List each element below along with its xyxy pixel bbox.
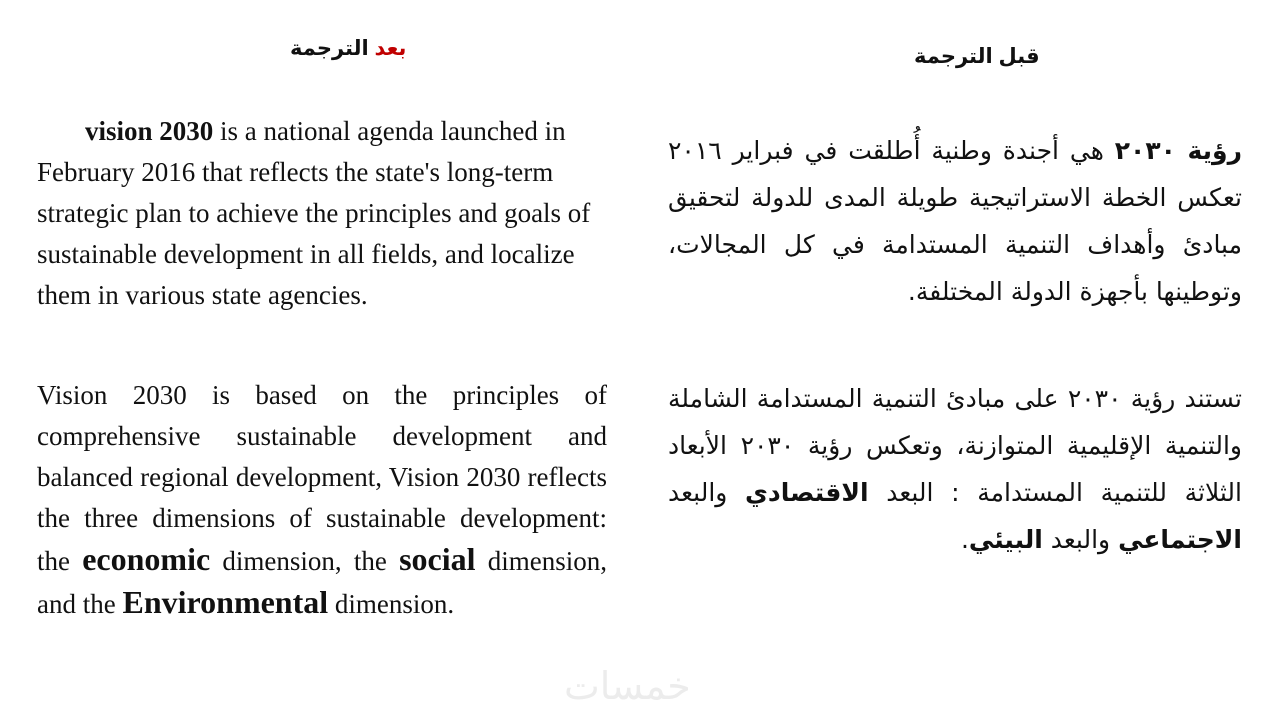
english-p2-start: Vision 2030 is based on the principles of comprehensive sustainable development and balanced regional development, Vision 2030 reflects the three dimensions of sustainable development: the [37,380,607,576]
arabic-economic-term: الاقتصادي [745,478,869,507]
arabic-p2-start: تستند رؤية ٢٠٣٠ على مبادئ التنمية المستدامة الشاملة والتنمية الإقليمية المتوازنة، وتعكس رؤية ٢٠٣٠ الأبعاد الثلاثة للتنمية المستدامة : البعد [668,384,1242,507]
english-environmental-term: Environmental [122,584,329,620]
english-p2-mid2: dimension, and the [37,546,607,619]
arabic-environmental-term: البيئي [968,525,1043,554]
english-paragraph-2 [37,375,607,625]
english-paragraph-1 [37,111,607,316]
arabic-p2-mid1: والبعد [668,478,746,507]
arabic-p1-bold: رؤية ٢٠٣٠ [1114,136,1242,165]
arabic-p2-mid2: والبعد [1042,525,1119,554]
arabic-paragraph-1 [668,127,1242,315]
arabic-paragraph-2 [668,375,1242,563]
heading-after-accent: بعد [374,37,407,60]
arabic-p1-text: هي أجندة وطنية أُطلقت في فبراير ٢٠١٦ تعكس الخطة الاستراتيجية طويلة المدى للدولة لتحقيق مبادئ وأهداف التنمية المستدامة في كل المجالات، وتوطينها بأجهزة الدولة المختلفة. [668,136,1242,306]
heading-after-label: الترجمة [290,37,375,60]
english-p2-mid1: dimension, the [210,546,400,576]
english-p1-text: is a national agenda launched in February 2016 that reflects the state's long-term strategic plan to achieve the principles and goals of sustainable development in all fields, and localize them in various state agencies. [37,116,591,310]
heading-after-translation [290,36,406,61]
english-social-term: social [399,541,476,577]
english-p1-bold: vision 2030 [85,116,214,146]
watermark-logo: خمسات [564,664,691,708]
arabic-p2-end: . [960,525,969,554]
english-p2-end: dimension. [328,589,455,619]
english-economic-term: economic [82,541,211,577]
arabic-social-term: الاجتماعي [1118,525,1242,554]
heading-before-translation: قبل الترجمة [914,45,1040,68]
